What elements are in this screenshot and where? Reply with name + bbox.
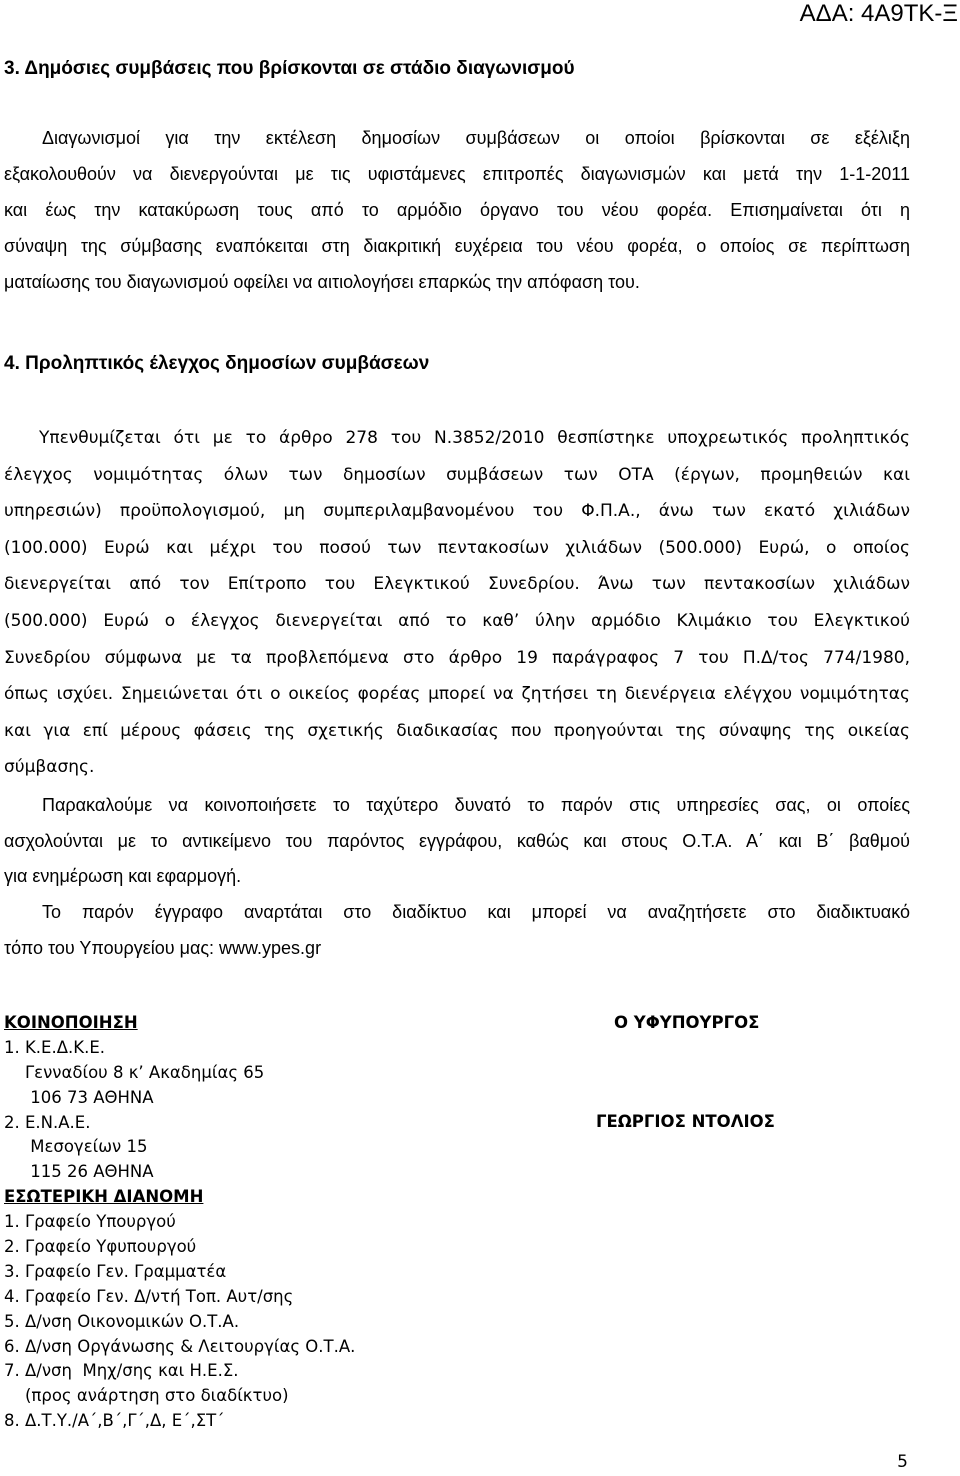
list-item: 2. Γραφείο Υφυπουργού bbox=[4, 1237, 197, 1257]
closing-paragraph-2 bbox=[4, 902, 910, 973]
paragraph-line: (100.000) Ευρώ και μέχρι του ποσού των πεντακοσίων χιλιάδων (500.000) Ευρώ, ο οποίος bbox=[4, 537, 910, 558]
list-item: 3. Γραφείο Γεν. Γραμματέα bbox=[4, 1261, 227, 1281]
ada-code: ΑΔΑ: 4Α9ΤΚ-Ξ bbox=[799, 0, 958, 27]
paragraph-line: όπως ισχύει. Σημειώνεται ότι ο οικείος φορέας μπορεί να ζητήσει τη διενέργεια ελέγχου νομιμότητας bbox=[4, 684, 910, 705]
paragraph-line: υπηρεσιών) προϋπολογισμού, μη συμπεριλαμβανομένου του Φ.Π.Α., άνω των εκατό χιλιάδων bbox=[4, 501, 910, 522]
paragraph-line: ματαίωσης του διαγωνισμού οφείλει να αιτιολογήσει επαρκώς την απόφαση του. bbox=[4, 272, 640, 292]
closing-paragraph-1 bbox=[4, 795, 910, 902]
list-item: 106 73 ΑΘΗΝΑ bbox=[4, 1087, 154, 1107]
list-item: 5. Δ/νση Οικονομικών Ο.Τ.Α. bbox=[4, 1311, 240, 1331]
paragraph-line: Το παρόν έγγραφο αναρτάται στο διαδίκτυο και μπορεί να αναζητήσετε στο διαδικτυακό bbox=[42, 902, 910, 922]
paragraph-line: έλεγχος νομιμότητας όλων των δημοσίων συμβάσεων των ΟΤΑ (έργων, προμηθειών και bbox=[4, 464, 910, 485]
section-4-paragraph bbox=[4, 420, 910, 786]
list-item: 4. Γραφείο Γεν. Δ/ντή Τοπ. Αυτ/σης bbox=[4, 1286, 294, 1306]
paragraph-line: για ενημέρωση και εφαρμογή. bbox=[4, 866, 242, 886]
list-item: Γενναδίου 8 κ’ Ακαδημίας 65 bbox=[4, 1062, 265, 1082]
list-item: 6. Δ/νση Οργάνωσης & Λειτουργίας Ο.Τ.Α. bbox=[4, 1336, 356, 1356]
list-item: (προς ανάρτηση στο διαδίκτυο) bbox=[4, 1386, 289, 1406]
section-3-paragraph bbox=[4, 120, 910, 300]
paragraph-line: ασχολούνται με το αντικείμενο του παρόντος εγγράφου, καθώς και στους Ο.Τ.Α. Α΄ και Β΄ βαθμού bbox=[4, 830, 910, 851]
koinopoiisi-title: ΚΟΙΝΟΠΟΙΗΣΗ bbox=[4, 1013, 138, 1032]
list-item: 1. Γραφείο Υπουργού bbox=[4, 1212, 176, 1232]
list-item: 2. Ε.Ν.Α.Ε. bbox=[4, 1112, 91, 1132]
paragraph-line: διενεργείται από τον Επίτροπο του Ελεγκτικού Συνεδρίου. Άνω των πεντακοσίων χιλιάδων bbox=[4, 574, 910, 595]
paragraph-line: και για επί μέρους φάσεις της σχετικής διαδικασίας που προηγούνται της σύναψης της οικείας bbox=[4, 720, 910, 741]
paragraph-line: σύμβασης. bbox=[4, 757, 95, 778]
list-item: 7. Δ/νση Μηχ/σης και Η.Ε.Σ. bbox=[4, 1361, 239, 1381]
signatory-role: Ο ΥΦΥΠΟΥΡΓΟΣ bbox=[614, 1013, 760, 1032]
list-item: 1. Κ.Ε.Δ.Κ.Ε. bbox=[4, 1037, 105, 1057]
paragraph-line: Διαγωνισμοί για την εκτέλεση δημοσίων συμβάσεων οι οποίοι βρίσκονται σε εξέλιξη bbox=[42, 128, 910, 148]
paragraph-line: εξακολουθούν να διενεργούνται με τις υφιστάμενες επιτροπές διαγωνισμών και μετά την 1-1-2011 bbox=[4, 164, 910, 184]
list-item: 8. Δ.Τ.Υ./Α΄,Β΄,Γ΄,Δ, Ε΄,ΣΤ΄ bbox=[4, 1411, 225, 1431]
section-3-title: 3. Δημόσιες συμβάσεις που βρίσκονται σε στάδιο διαγωνισμού bbox=[4, 58, 575, 79]
page-number: 5 bbox=[897, 1452, 908, 1472]
paragraph-line: και έως την κατακύρωση τους από το αρμόδιο όργανο του νέου φορέα. Επισημαίνεται ότι η bbox=[4, 200, 910, 220]
paragraph-line: Παρακαλούμε να κοινοποιήσετε το ταχύτερο δυνατό το παρόν στις υπηρεσίες σας, οι οποίες bbox=[42, 795, 910, 815]
distribution-list bbox=[4, 1011, 355, 1434]
paragraph-line: Υπενθυμίζεται ότι με το άρθρο 278 του Ν.3852/2010 θεσπίστηκε υποχρεωτικός προληπτικός bbox=[39, 428, 910, 448]
paragraph-line: Συνεδρίου σύμφωνα με τα προβλεπόμενα στο άρθρο 19 παράγραφος 7 του Π.Δ/τος 774/1980, bbox=[4, 647, 910, 668]
paragraph-line: τόπο του Υπουργείου μας: www.ypes.gr bbox=[4, 937, 322, 958]
list-item: 115 26 ΑΘΗΝΑ bbox=[4, 1162, 154, 1182]
paragraph-line: σύναψη της σύμβασης εναπόκειται στη διακριτική ευχέρεια του νέου φορέα, ο οποίος σε περίπτωση bbox=[4, 236, 910, 256]
list-item: Μεσογείων 15 bbox=[4, 1137, 148, 1157]
paragraph-line: (500.000) Ευρώ ο έλεγχος διενεργείται από το καθ’ ύλην αρμόδιο Κλιμάκιο του Ελεγκτικού bbox=[4, 610, 910, 631]
section-4-title: 4. Προληπτικός έλεγχος δημοσίων συμβάσεων bbox=[4, 353, 430, 374]
esoteriki-dianomi-title: ΕΣΩΤΕΡΙΚΗ ΔΙΑΝΟΜΗ bbox=[4, 1187, 204, 1207]
signatory-name: ΓΕΩΡΓΙΟΣ ΝΤΟΛΙΟΣ bbox=[596, 1112, 775, 1131]
